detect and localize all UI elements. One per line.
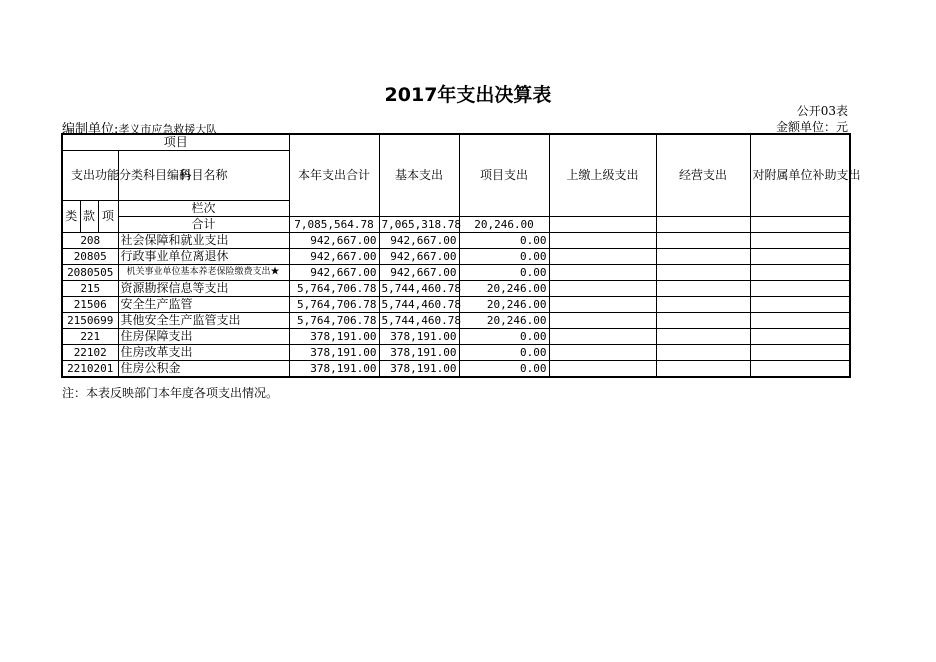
header-func-code: 支出功能分类科目编码 [62, 151, 118, 201]
org-label: 编制单位: [62, 122, 119, 137]
row-c4 [549, 361, 656, 378]
row-name: 住房公积金 [118, 361, 289, 378]
row-c1: 5,764,706.78 [289, 313, 379, 329]
row-c1: 378,191.00 [289, 361, 379, 378]
row-c5 [656, 313, 750, 329]
row-c6 [750, 249, 850, 265]
org-name: 孝义市应急救援大队 [118, 123, 218, 136]
row-c5 [656, 265, 750, 281]
row-code: 20805 [62, 249, 118, 265]
row-name: 机关事业单位基本养老保险缴费支出★ [118, 265, 289, 281]
row-c1: 378,191.00 [289, 345, 379, 361]
total-c4 [549, 217, 656, 233]
total-c1: 7,085,564.78 [289, 217, 379, 233]
row-c5 [656, 249, 750, 265]
total-c2: 7,065,318.78 [379, 217, 459, 233]
row-code: 21506 [62, 297, 118, 313]
row-c3: 0.00 [459, 249, 549, 265]
row-c3: 0.00 [459, 329, 549, 345]
form-number: 公开03表 [796, 104, 848, 118]
row-c4 [549, 297, 656, 313]
header-lanci: 栏次 [118, 201, 289, 217]
row-c3: 0.00 [459, 361, 549, 378]
table-row [62, 313, 850, 329]
row-name: 安全生产监管 [118, 297, 289, 313]
row-name: 行政事业单位离退休 [118, 249, 289, 265]
header-row-1 [62, 134, 850, 151]
row-c2: 5,744,460.78 [379, 313, 459, 329]
table-row [62, 265, 850, 281]
row-code: 221 [62, 329, 118, 345]
row-c5 [656, 297, 750, 313]
table-row [62, 345, 850, 361]
page-title: 2017年支出决算表 [384, 84, 552, 106]
row-c2: 942,667.00 [379, 265, 459, 281]
row-c4 [549, 233, 656, 249]
row-name: 住房改革支出 [118, 345, 289, 361]
row-c5 [656, 329, 750, 345]
row-c3: 20,246.00 [459, 313, 549, 329]
header-subject-name: 科目名称 [118, 151, 289, 201]
table-row [62, 249, 850, 265]
row-code: 22102 [62, 345, 118, 361]
row-c1: 942,667.00 [289, 249, 379, 265]
row-c6 [750, 313, 850, 329]
row-c3: 0.00 [459, 265, 549, 281]
row-c6 [750, 265, 850, 281]
row-c2: 378,191.00 [379, 361, 459, 378]
row-c2: 378,191.00 [379, 345, 459, 361]
row-c1: 942,667.00 [289, 265, 379, 281]
row-code: 2080505 [62, 265, 118, 281]
row-c2: 5,744,460.78 [379, 281, 459, 297]
row-c2: 5,744,460.78 [379, 297, 459, 313]
header-col-2: 基本支出 [379, 134, 459, 217]
header-row-5 [62, 217, 850, 233]
expenditure-table [61, 133, 861, 378]
row-c6 [750, 281, 850, 297]
row-c2: 942,667.00 [379, 233, 459, 249]
row-c6 [750, 345, 850, 361]
row-c5 [656, 345, 750, 361]
table-row [62, 233, 850, 249]
table-row [62, 361, 850, 378]
header-total-label: 合计 [118, 217, 289, 233]
row-c4 [549, 281, 656, 297]
row-c3: 20,246.00 [459, 297, 549, 313]
header-item: 项目 [62, 134, 289, 151]
row-name: 社会保障和就业支出 [118, 233, 289, 249]
header-kuan: 款 [80, 201, 98, 233]
row-c4 [549, 329, 656, 345]
row-c2: 942,667.00 [379, 249, 459, 265]
row-c3: 0.00 [459, 345, 549, 361]
amount-unit: 金额单位：元 [775, 120, 848, 134]
header-col-5: 经营支出 [656, 134, 750, 217]
row-name: 住房保障支出 [118, 329, 289, 345]
row-c1: 5,764,706.78 [289, 281, 379, 297]
header-col-4: 上缴上级支出 [549, 134, 656, 217]
row-c4 [549, 249, 656, 265]
row-c2: 378,191.00 [379, 329, 459, 345]
table-row [62, 297, 850, 313]
row-c1: 378,191.00 [289, 329, 379, 345]
header-col-1: 本年支出合计 [289, 134, 379, 217]
header-xiang: 项 [98, 201, 118, 233]
row-c5 [656, 233, 750, 249]
row-code: 215 [62, 281, 118, 297]
row-c5 [656, 361, 750, 378]
footnote: 注：本表反映部门本年度各项支出情况。 [62, 386, 279, 400]
row-c3: 20,246.00 [459, 281, 549, 297]
row-code: 2150699 [62, 313, 118, 329]
header-lei: 类 [62, 201, 80, 233]
row-c6 [750, 233, 850, 249]
total-c6 [750, 217, 850, 233]
header-col-3: 项目支出 [459, 134, 549, 217]
row-c6 [750, 329, 850, 345]
table-row [62, 329, 850, 345]
row-c1: 5,764,706.78 [289, 297, 379, 313]
row-c5 [656, 281, 750, 297]
row-c4 [549, 313, 656, 329]
row-c6 [750, 297, 850, 313]
total-c5 [656, 217, 750, 233]
row-c1: 942,667.00 [289, 233, 379, 249]
total-c3: 20,246.00 [459, 217, 549, 233]
row-name: 资源勘探信息等支出 [118, 281, 289, 297]
row-code: 208 [62, 233, 118, 249]
row-c3: 0.00 [459, 233, 549, 249]
row-code: 2210201 [62, 361, 118, 378]
table-row [62, 281, 850, 297]
row-c6 [750, 361, 850, 378]
row-c4 [549, 345, 656, 361]
header-col-6: 对附属单位补助支出 [750, 134, 850, 217]
row-c4 [549, 265, 656, 281]
row-name: 其他安全生产监管支出 [118, 313, 289, 329]
